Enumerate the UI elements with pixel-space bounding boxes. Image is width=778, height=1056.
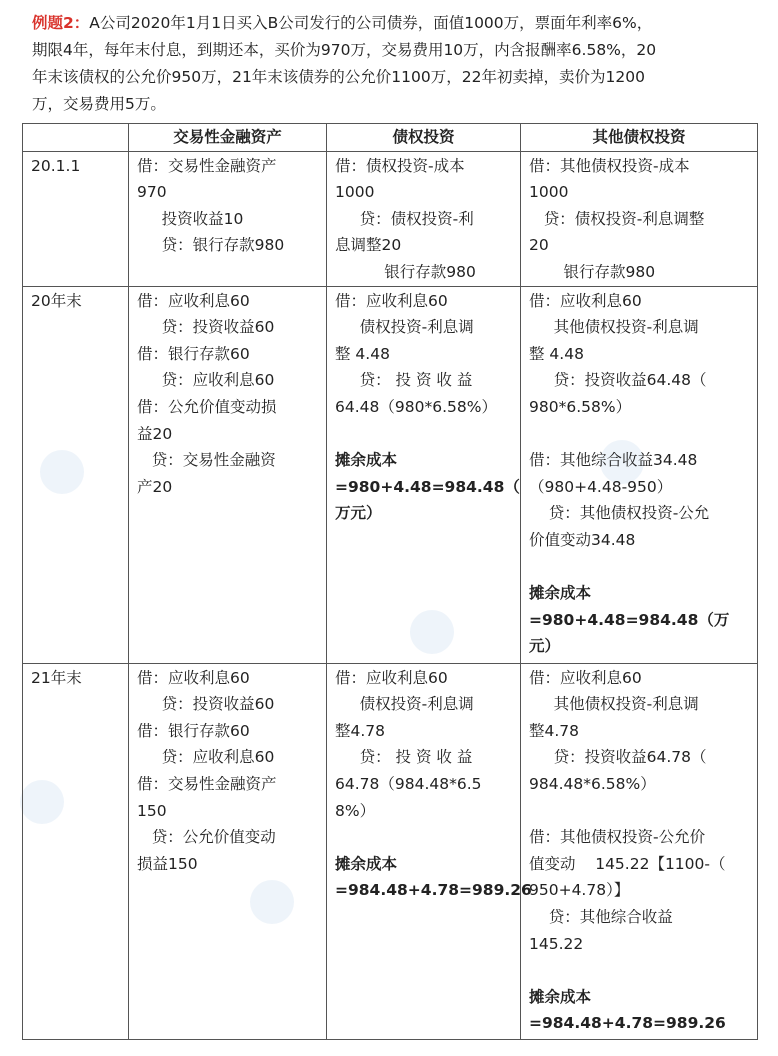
entry-line: 债权投资-利息调: [335, 318, 474, 337]
entry-line: 贷：其他综合收益: [529, 907, 673, 926]
entry-line: 借：债权投资-成本: [335, 156, 465, 175]
header-trading-assets: 交易性金融资产: [129, 124, 327, 152]
entry-line: 贷：投资收益60: [137, 318, 275, 337]
problem-line: 万，交易费用5万。: [32, 95, 166, 113]
period-label: 20年末: [31, 291, 82, 310]
problem-statement: [32, 10, 762, 118]
problem-line: 年末该债权的公允价950万，21年末该债券的公允价1100万，22年初卖掉，卖价为1200: [32, 68, 645, 86]
entry-line: 值变动 145.22【1100-（: [529, 854, 726, 873]
other-debt-investment-cell: [521, 663, 758, 1039]
entry-line: 益20: [137, 424, 173, 443]
entry-line: 投资收益10: [137, 209, 244, 228]
debt-investment-cell: [327, 286, 521, 663]
other-debt-investment-cell: [521, 151, 758, 286]
entry-line: [529, 421, 751, 448]
entry-line: 银行存款980: [529, 262, 656, 281]
entry-line: 银行存款980: [335, 262, 476, 281]
entry-line: 价值变动34.48: [529, 530, 636, 549]
entry-line: 借：应收利息60: [137, 668, 250, 687]
entry-line: 整4.78: [529, 721, 580, 740]
entry-line: 借：交易性金融资产: [137, 774, 277, 793]
amortized-cost-line: 摊余成本: [529, 987, 592, 1006]
entry-line: 贷：银行存款980: [137, 236, 285, 255]
problem-line: [32, 10, 762, 37]
entry-line: 贷：其他债权投资-公允: [529, 504, 710, 523]
entry-line: 损益150: [137, 854, 198, 873]
entry-line: 其他债权投资-利息调: [529, 318, 699, 337]
table-row: [23, 151, 758, 286]
entry-line: 145.22: [529, 934, 584, 953]
period-label: 21年末: [31, 668, 82, 687]
entry-line: 借：交易性金融资产: [137, 156, 277, 175]
period-label: 20.1.1: [31, 156, 81, 175]
entry-line: 1000: [335, 183, 375, 202]
amortized-cost-line: =980+4.48=984.48（: [335, 477, 520, 496]
entry-line: 64.78（984.48*6.5: [335, 774, 482, 793]
entry-line: [529, 957, 751, 984]
trading-assets-cell: [129, 151, 327, 286]
entry-line: 贷：投资收益64.48（: [529, 371, 707, 390]
entry-line: 借：其他债权投资-成本: [529, 156, 690, 175]
other-debt-investment-cell: [521, 286, 758, 663]
entry-line: 借：应收利息60: [335, 291, 448, 310]
entry-line: 借：银行存款60: [137, 721, 250, 740]
entry-line: 1000: [529, 183, 569, 202]
amortized-cost-line: 万元）: [335, 504, 382, 523]
table-row: [23, 286, 758, 663]
header-other-debt-investment: 其他债权投资: [521, 124, 758, 152]
header-period: [23, 124, 129, 152]
amortized-cost-line: =984.48+4.78=989.26: [529, 1014, 726, 1033]
table-header-row: [23, 124, 758, 152]
entry-line: [335, 824, 514, 851]
entry-line: 借：应收利息60: [335, 668, 448, 687]
trading-assets-cell: [129, 286, 327, 663]
entry-line: （980+4.48-950）: [529, 477, 673, 496]
entry-line: 贷：债权投资-利息调整: [529, 209, 705, 228]
amortized-cost-line: 摊余成本: [335, 451, 398, 470]
entry-line: 产20: [137, 477, 173, 496]
entry-line: 8%）: [335, 801, 376, 820]
period-cell: [23, 663, 129, 1039]
problem-line: 期限4年，每年末付息，到期还本，买价为970万，交易费用10万，内含报酬率6.58%，20: [32, 41, 657, 59]
entry-line: 贷：债权投资-利: [335, 209, 474, 228]
entry-line: 950+4.78）】: [529, 881, 630, 900]
header-debt-investment: 债权投资: [327, 124, 521, 152]
entry-line: 借：应收利息60: [137, 291, 250, 310]
entry-line: 借：银行存款60: [137, 344, 250, 363]
entry-line: 150: [137, 801, 167, 820]
entry-line: 整 4.48: [335, 344, 390, 363]
debt-investment-cell: [327, 663, 532, 1039]
entry-line: 息调整20: [335, 236, 402, 255]
entry-line: [529, 554, 751, 581]
amortized-cost-line: =980+4.48=984.48（万: [529, 610, 730, 629]
period-cell: [23, 151, 129, 286]
entry-line: 借：其他综合收益34.48: [529, 451, 698, 470]
trading-assets-cell: [129, 663, 327, 1039]
entry-line: 借：应收利息60: [529, 668, 642, 687]
entry-line: 借：其他债权投资-公允价: [529, 828, 706, 847]
amortized-cost-line: 摊余成本: [335, 854, 398, 873]
entry-line: 贷： 投 资 收 益: [335, 371, 473, 390]
entry-line: 20: [529, 236, 549, 255]
problem-label: 例题2：: [32, 14, 90, 32]
entry-line: 980*6.58%）: [529, 397, 632, 416]
problem-text: A公司2020年1月1日买入B公司发行的公司债券，面值1000万，票面年利率6%，: [89, 14, 653, 32]
table-row: [23, 663, 758, 1039]
journal-entries-table: [22, 123, 758, 1040]
entry-line: [335, 421, 514, 448]
entry-line: 整 4.48: [529, 344, 584, 363]
period-cell: [23, 286, 129, 663]
entry-line: 贷： 投 资 收 益: [335, 748, 473, 767]
amortized-cost-line: 摊余成本: [529, 584, 592, 603]
debt-investment-cell: [327, 151, 521, 286]
amortized-cost-line: =984.48+4.78=989.26: [335, 881, 532, 900]
entry-line: [529, 798, 751, 825]
entry-line: 其他债权投资-利息调: [529, 695, 699, 714]
entry-line: 64.48（980*6.58%）: [335, 397, 497, 416]
entry-line: 贷：交易性金融资: [137, 451, 276, 470]
entry-line: 贷：投资收益60: [137, 695, 275, 714]
entry-line: 984.48*6.58%）: [529, 774, 656, 793]
entry-line: 整4.78: [335, 721, 386, 740]
entry-line: 970: [137, 183, 167, 202]
entry-line: 借：公允价值变动损: [137, 397, 277, 416]
entry-line: 债权投资-利息调: [335, 695, 474, 714]
entry-line: 贷：应收利息60: [137, 371, 275, 390]
entry-line: 贷：应收利息60: [137, 748, 275, 767]
entry-line: 贷：投资收益64.78（: [529, 748, 707, 767]
entry-line: 贷：公允价值变动: [137, 828, 276, 847]
entry-line: 借：应收利息60: [529, 291, 642, 310]
amortized-cost-line: 元）: [529, 637, 561, 656]
